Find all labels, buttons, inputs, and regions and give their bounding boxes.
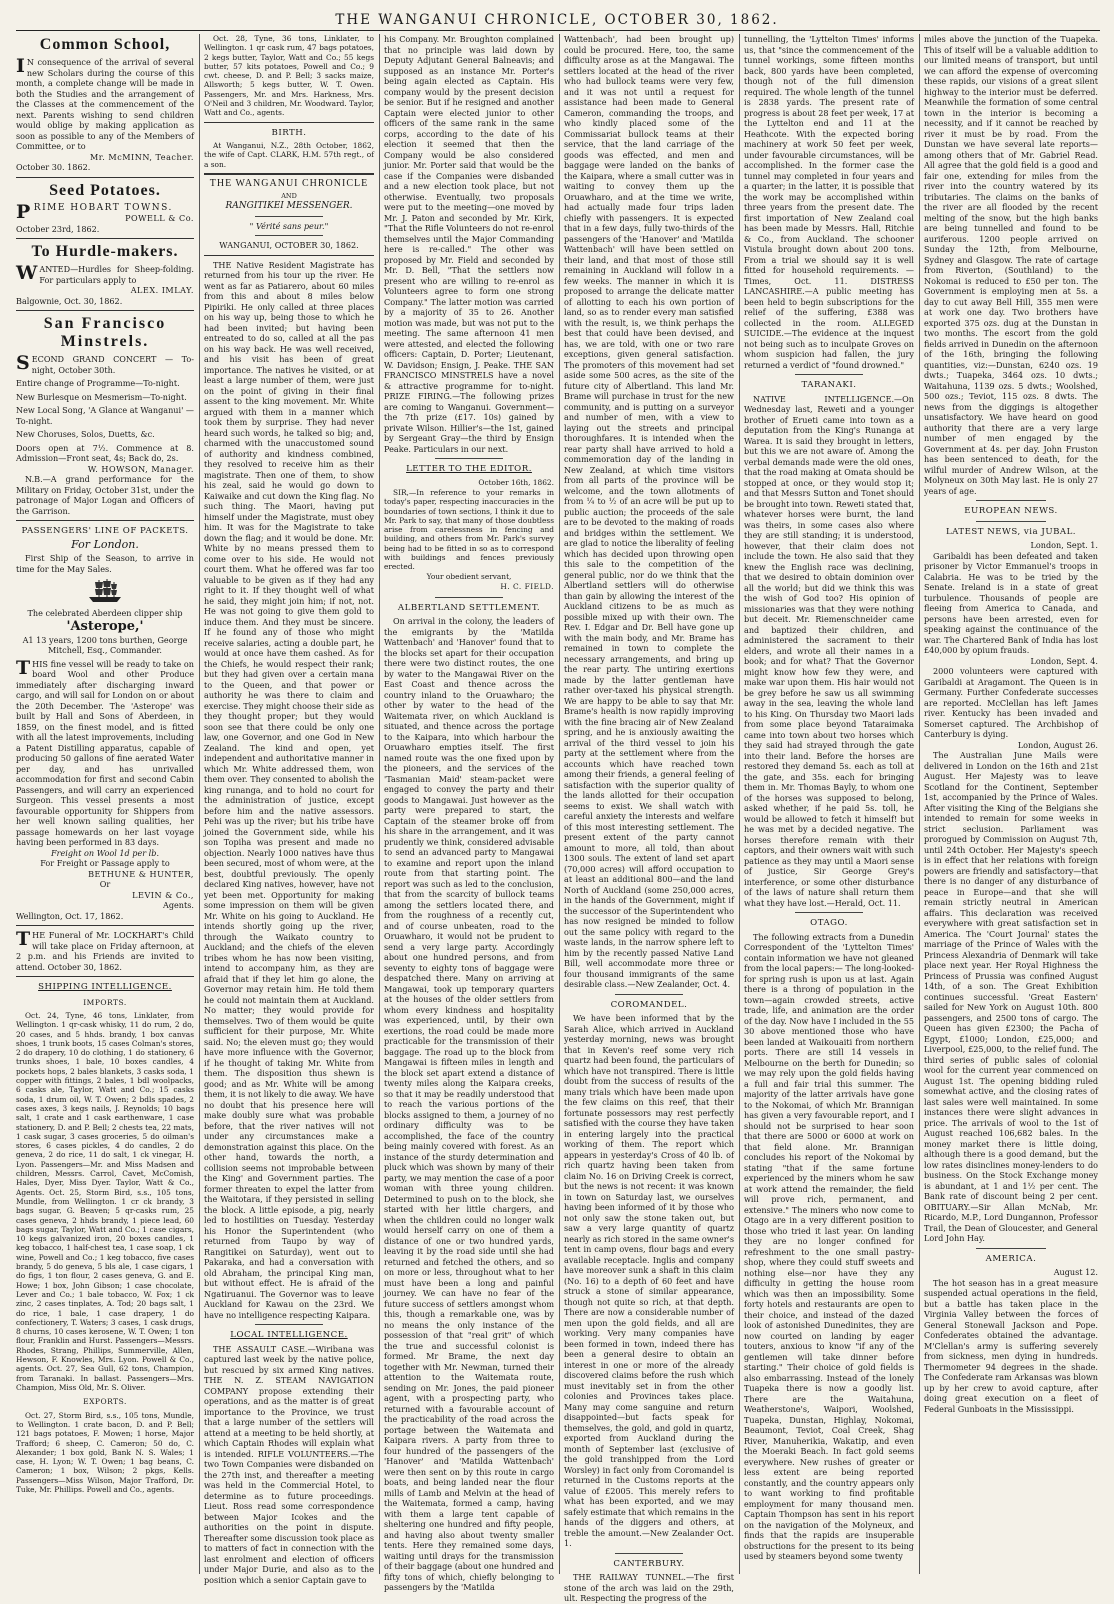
albertland-body: On arrival in the colony, the leaders of the emigrants by the 'Matilda Wattenbach' and 'Hanover' found that to the blocks set apart for their occupation there were two distinct routes, the one by water to the Mangawai River on the East Coast and thence across the country inland to the Oruawharo; the other by water to the head of the Waitemata river, on which Auckland is situated, and thence across the portage to the Kaipara, into which harbour the Oruawharo empties itself. The first named route was the one fixed upon by the pioneers, and the services of the 'Tasmanian Maid' steam-packet were engaged to convey the party and their goods to Mangawai. Just however as the party were prepared to start, the Captain of the steamer broke off from his share in the arrangement, and it was prudently we think, considered advisable to send an advanced party to Mangawai to examine and report upon the inland route from that starting point. The report was such as led to the conclusion, that from the scarcity of bullock teams among the settlers located there, and from the roughness of a recently cut, and of course unbeaten, road to the Oruawharo, it would not be prudent to send a very large party. Accordingly about one hundred persons, and from seventy to eighty tons of baggage were despatched there. Many on arriving at Mangawai, took up temporary quarters at the houses of the older settlers from whom every kindness and hospitality was experienced, until, by their own exertions, the road could be made more practicable for the transmission of their baggage. The road up to the block from Mangawai is fifteen miles in length and the block set apart extend a distance of twenty miles along the Kaipara creeks, so that it may be readily understood that to reach the various portions of the blocks assigned to them, a journey of no ordinary difficulty was to be accomplished, the face of the country being mainly covered with forest. As an instance of the sturdy determination and pluck which was shown by many of their party, we may mention the case of a poor woman with three young children. Determined to push on to the block, she started with her little chargers, and when the children could no longer walk would herself carry on one of them a distance of one or two hundred yards, leaving it by the road side until she had returned and fetched the others, and so on more or less, throughout what to her must have been a long and painful journey. We can have no fear of the future success of settlers amongst whom this, though a remarkable one, was by no means the only instance of the possession of that "real grit" of which the true and successful colonist is formed. Mr Brame, the next day together with Mr. Newman, turned their attention to the Waitemata route, sending on Mr. Jones, the paid pioneer agent, with a prospecting party, who returned with a favourable account of the practicability of the road across the portage between the Waitemata and Kaipara rivers. A party from three to four hundred of the passengers of the 'Hanover' and 'Matilda Wattenbach' were then sent on by this route in cargo boats, and being landed near the flour mills of Lamb and Melvin at the head of the Waitemata, formed a camp, having with them a large tent capable of sheltering one hundred and fifty people, and having also about twenty smaller tents. Here they remained some days, waiting until drays for the transmission of their baggage (about one hundred and fifty tons of which, chiefly belonging to passengers by the 'Matilda — [384, 616, 554, 1593]
agents-label: Agents. — [162, 900, 194, 910]
ship-icon — [85, 577, 125, 605]
news-dateline: London, Sept. 1. — [1030, 540, 1098, 550]
news-dateline: London, August 26. — [1017, 739, 1098, 750]
letter-body: SIR,—In reference to your remarks in today's paper, respecting inaccuracies in the boundaries of town sections, I think it due to Mr. Park to say, that many of those doubtless arise from carelessness in fencing and building, and others from Mr. Park's survey being had to be fitted in so as to correspond with buildings and fences previously erected. — [384, 488, 554, 572]
exports-header: EXPORTS. — [83, 1397, 127, 1407]
column-separator — [559, 34, 560, 1574]
school-ad-date: October 30. 1862. — [16, 162, 91, 172]
taranaki-body: NATIVE INTELLIGENCE.—On Wednesday last, Reweti and a younger brother of Erueti came into town as a deputation from the King's Runanga at Warea. It is said they brought in letters, but this we are not aware of. Among the verbal demands made were the old ones, that the road making at Omata should be stopped at once, or they would stop it; and that Messrs Sutton and Tonet should be brought into town. Reweti stated that, whatever horses were burnt, the land was theirs, in some cases also where they are still standing; it is understood, however, that their claim does not include the town. He also said that they knew the English race was declining, that we desired to obtain dominion over all the world; but did we think this was the wish of God too? His opinion of missionaries was that they were nothing but deceit. Mr. Riemenschneider came and baptized their children, and administered the sacrament to their elders, and wrote all their names in a book; and for what? That the Governor might know how few they were, and make war upon them. His hair would not be grey before he saw us all swimming away in the sea, leaving the whole land to his King. On Thursday two Maori lads from some place beyond Tataraimaka came into town about two horses which they said had strayed through the gate into their land. Before the horses are restored they demand 5s. each as toll at the gate, and 35s. each for bringing them in. Mr. Thomas Bayly, to whom one of the horses was supposed to belong, asked whether, if he paid 5s. toll, he would be allowed to fetch it himself! but he was met by a decided negative. The horses therefore remain with their captors, and their owners wait with such patience as they may until a Maori sense of justice, Sir George Grey's interference, or some other disturbance of the laws of nature shall return them what they have lost.—Herald, Oct. 11. — [744, 393, 914, 908]
canterbury-body: THE RAILWAY TUNNEL.—The first stone of the arch was laid on the 29th, ult. Respecting the progress of the — [564, 1572, 734, 1603]
divider — [435, 458, 503, 459]
seed-ad-title: Seed Potatoes. — [49, 181, 161, 199]
local-intelligence-header: LOCAL INTELLIGENCE. — [230, 1330, 348, 1341]
seed-ad-signature: POWELL & Co. — [125, 213, 194, 223]
for-london: For London. — [71, 537, 139, 551]
imports-body: Oct. 24, Tyne, 46 tons, Linklater, from Wellington. 1 qr-cask whisky, 11 do rum, 2 do, 20 cases, and 5 hhds. brandy, 1 box canvas shoes, 1 trunk boots, 15 cases Colman's stores, 2 do drapery, 10 do clothing, 1 do stationery, 6 trunks shoes, 1 bale, 10 boxes candles, 4 pockets hops, 2 bales blankets, 3 casks soda, 1 copper with fittings, 2 bales, 1 bdl woolpacks, 6 casks ale, Taylor, Watt and Co.; 15 casks soda, 1 drum oil, W. T. Owen; 2 bdls spades, 2 cases axes, 3 kegs nails, J. Reynolds; 10 bags salt, 1 crate and 1 cask earthenware, 1 case stationery, D. and P. Bell; 2 chests tea, 22 mats, 1 cask sugar, 3 cases groceries, 5 do oilman's stores, 6 cases pickles, 4 do candles, 2 do geneva, 2 do rice, 11 do salt, 1 ck vinegar, H. Lyon. Passengers—Mr. and Miss Madsen and children, Messrs. Carrol, Cavet, McComish, Hales, Dyer, Miss Dyer. Taylor, Watt & Co., Agents. Oct. 25, Storm Bird, s.s., 105 tons, Mundle, from Wellington. 1 cr ck brandy, 3 bags sugar, G. Beaven; 5 qr-casks rum, 25 cases geneva, 2 hhds brandy, 1 piece lead, 60 bags sugar, Taylor, Watt and Co.; 1 case cigars, 10 kegs galvanized iron, 20 boxes candles, 1 keg tobacco, 1 half-chest tea, 1 case soap, 1 ck wine, Powell and Co.; 1 keg tobacco, five cases brandy, 5 do geneva, 5 bls ale, 1 case cigars, 1 do figs, 1 ton flour, 2 cases geneva, G. and E. Howe; 1 box, John Gibson; 1 case chocolate, Lever and Co.; 1 bale tobacco, W. Fox; 1 ck zinc, 2 cases tinplates, A. Tod; 20 bags salt, 1 do rice, 1 bale, 1 case drapery, 1 do confectionery, T. Waters; 3 cases, 1 cask drugs, 8 churns, 10 cases kerosene, W. T. Owen; 1 ton flour, Franklin and Hurst. Passengers—Messrs. Rhodes, Strang, Phillips, Summerville, Allen, Hewson, F. Knowles, Mrs. Lyon. Powell & Co., agents. Oct. 27, Sea Gull, 62 tons, Champion, from Taranaki. In ballast. Passengers—Mrs. Champion, Miss Old, Mr. S. Oliver. — [16, 1011, 194, 1392]
albertland-continued: Wattenbach', had been brought up) could be procured. Here, too, the same difficulty arose as at the Mangawai. The settlers located at the head of the river who had bullock teams were very few, and it was not until a request for assistance had been made to General Cameron, commanding the troops, and who kindly placed some of the Commissariat bullock teams at their service, that the land carriage of the goods was effected, and men and baggage were landed on the banks of the Kaipara, where a small cutter was in waiting to convey them up the Oruawharo, and at the time we write, had actually made four trips laden chiefly with passengers. It is expected that in a few days, fully two-thirds of the passengers of the 'Hanover' and 'Matilda Wattenbach' will have been settled on their land, and that most of those still remaining in Auckland will follow in a few weeks. The manner in which it is proposed to arrange the delicate matter of allotting to each his own portion of land, so as to render every man satisfied with the result, is, we think perhaps the best that could have been devised, and has, we are told, with one or two rare exceptions, given general satisfaction. The promoters of this movement had set aside some 500 acres, as the site of the future city of Albertland. This land Mr. Brame will purchase in trust for the new community, and is putting on a surveyor and number of men, with a view to laying out the streets and principal thoroughfares. It is intended when the rear party shall have arrived to hold a commemoration day of the landing in New Zealand, at which time visitors from all parts of the province will be welcome, and the town allotments of from ¼ to ½ of an acre will be put up to public auction; the proceeds of the sale are to be devoted to the making of roads and bridges within the settlement. We are glad to notice the liberality of feeling which has decided upon throwing open this sale to the competition of the general public, nor do we think that the Albertland settlers will do otherwise than gain by allowing the interest of the Auckland citizens to be as much as possible mixed up with their own. The Rev. I. Edgar and Dr. Bell have gone up with the main body, and Mr. Brame has remained in town to complete the necessary arrangements, and bring up the rear party. The untiring exertions made by the latter gentleman have rather over-taxed his physical strength. We are happy to be able to say that Mr. Brame's health is now rapidly improving with the fine bracing air of New Zealand spring, and he is anxiously awaiting the arrival of the third vessel to join his party at the settlement where from the accounts which have reached town among their friends, a general feeling of satisfaction with the superior quality of the lands allotted for their occupation seems to exist. We shall watch with careful anxiety the interests and welfare of this most interesting settlement. The present extent of the party cannot amount to more, all told, than about 1300 souls. The extent of land set apart (70,000 acres) will afford occupation to at least an additional 800—and the land North of Auckland (some 250,000 acres, in the hands of the Government, might if the successor of the Superintendent who has now resigned be minded to follow out the same policy with regard to the waste lands, in the narrow sphere left to him by the recently passed Native Land Bill, well accommodate more three or four thousand immigrants of the same desirable class.—New Zealander, Oct. 4. — [564, 34, 734, 989]
letter-date: October 16th, 1862. — [478, 477, 554, 487]
column-separator — [739, 34, 740, 1574]
divider — [795, 912, 863, 913]
canterbury-header: CANTERBURY. — [613, 1558, 685, 1569]
letter-header: LETTER TO THE EDITOR. — [406, 464, 532, 474]
column-4 — [564, 34, 734, 1603]
birth-header: BIRTH. — [271, 127, 307, 138]
hurdle-ad-date: Balgownie, Oct. 30, 1862. — [16, 295, 123, 306]
local-intelligence-body: THE ASSAULT CASE.—Wiribana was captured last week by the native police, but rescued by six armed King natives. THE N. Z. STEAM NAVIGATION COMPANY propose extending their operations, and as the matter is of great importance to the Province, we trust that a large number of the settlers will attend at a meeting to be held shortly, at which Captain Rhodes will explain what is intended. RIFLE VOLUNTEERS.—The two Town Companies were disbanded on the 27th inst, and thereafter a meeting was held in the Commercial Hotel, to determine as to future proceedings. Lieut. Ross read some correspondence between Major Icokes and the authorities on the point in dispute. Thereafter some discussion took place as to matters of fact in connection with the last enrolment and election of officers under Major Durie, and also as to the position which a senior Captain gave to — [204, 1343, 374, 1585]
news-item: Garibaldi has been defeated and taken prisoner by Victor Emmanuel's troops in Calabria. He was to be tried by the Senate. Ireland is in a state of great turbulence. Thousands of people are fleeing from America to Canada, and persons have been arrested, even for speaking against the continuance of the war. The Chartered Bank of India has lost £40,000 by opium frauds. — [924, 550, 1098, 655]
divider — [435, 597, 503, 598]
masthead-rule — [16, 30, 1100, 31]
divider — [204, 255, 374, 256]
exports-continued: Oct. 28, Tyne, 36 tons, Linklater, to Wellington. 1 qr cask rum, 47 bags potatoes, 2 kegs butter, Taylor, Watt and Co.; 55 kegs butter, 57 kits potatoes, Powell and Co.; 9 cwt. cheese, D. and P. Bell; 3 sacks maize, Allsworth; 5 kegs butter, W. T. Owen. Passengers, Mr. and Mrs. Harkness, Mrs. O'Neil and 3 children, Mr. Woodward. Taylor, Watt and Co., agents. — [204, 34, 374, 118]
packets-line: First Ship of the Season, to arrive in time for the May Sales. — [16, 553, 194, 574]
european-news-header: EUROPEAN NEWS. — [964, 506, 1058, 516]
column-2 — [204, 34, 374, 1585]
hurdle-ad-title: To Hurdle-makers. — [31, 243, 179, 260]
coromandel-header: COROMANDEL. — [610, 999, 688, 1010]
divider — [255, 235, 323, 236]
minstrels-line: Entire change of Programme—To-night. — [16, 378, 180, 388]
minstrels-note: N.B.—A grand performance for the Military on Friday, October 31st, under the patronage of Major Logan and Officers of the Garrison. — [16, 474, 194, 516]
minstrels-line: SECOND GRAND CONCERT — To-night, October 30th. — [16, 352, 194, 375]
divider — [16, 976, 194, 977]
clipper-line: The celebrated Aberdeen clipper ship — [27, 608, 183, 618]
newspaper-motto: " Vérité sans peur." — [249, 220, 329, 231]
minstrels-line: Doors open at 7½. Commence at 8. Admission—Front seat, 4s; Back do, 2s. — [16, 442, 194, 463]
funeral-notice: THE Funeral of Mr. LOCKHART's Child will take place on Friday afternoon, at 2 p.m. and his Friends are invited to attend. October 30, 1862. — [16, 928, 194, 972]
divider — [255, 1324, 323, 1325]
column-1 — [16, 34, 194, 1574]
canterbury-continued: tunnelling, the 'Lyttelton Times' informs us, that "since the commencement of the tunnel workings, some fifteen months back, 800 yards have been completed, though not of the full dimension required. The whole length of the tunnel is 2838 yards. The present rate of progress is about 28 feet per week, 17 at the Lyttelton end and 11 at the Heathcote. With the expected boring machinery at work 50 feet per week, under favourable circumstances, will be accomplished. In the former case the tunnel may completed in four years and a quarter; in the latter, it is possible that the work may be accomplished within three years from the present date. The first importation of New Zealand coal has been made by Messrs. Hall, Ritchie & Co., from Auckland. The schooner Vistula brought down about 200 tons. From a trial we should say it is well fitted for household requirements. —Times, Oct. 11. DISTRESS LANCASHIRE.—A public meeting has been held to begin subscriptions for the relief of the suffering, £388 was collected in the room. ALLEGED SUICIDE.—The evidence at the inquest not being such as to inculpate Groves on whom suspicion had fallen, the jury returned a verdict of "found drowned." — [744, 34, 914, 370]
otago-continued: miles above the junction of the Tuapeka. This of itself will be a valuable addition to our limited means of transport, but until we can afford the expense of overcoming these rapids, our visions of a great silent highway to the interior must be deferred. Meanwhile the formation of some central town in the interior is becoming a necessity, and if it cannot be reached by river it must be by road. From the Dunstan we have several late reports—among others that of Mr. Gabriel Read. All agree that the gold field is a good and fair one, extending for miles from the river into the country watered by its tributaries. The claims on the banks of the river are all flooded by the recent melting of the snow, but the high banks are being tunnelled and found to be auriferous. 1200 people arrived on Sunday the 12th, from Melbourne, Sydney and Glasgow. The rate of cartage from Riverton, (Southland) to the Nokomai is reduced to £50 per ton. The Government is employing men at 5s. a day to cut away Bell Hill, 355 men were at work one day. Two brothers have exported 375 ozs. dug at the Dunstan in two months. The escort from the gold fields arrived in Dunedin on the afternoon of the 16th, bringing the following quantities, viz:—Dunstan, 6240 ozs. 19 dwts.; Tuapeka, 3464 ozs. 10 dwts.; Waitahuna, 1139 ozs. 5 dwts.; Woolshed, 500 ozs.; Teviot, 115 ozs. 8 dwts. The news from the diggings is altogether unsatisfactory. We have heard on good authority that there are a very large number of men engaged by the Government at 4s. per day. John Fruston has been sentenced to death, for the wilful murder of Andrew Wilson, at the Molyneux on 30th May last. He is only 27 years of age. — [924, 34, 1098, 496]
news-item: The hot season has in a great measure suspended actual operations in the field, but a battle has taken place in the Virginia Valley between the forces of General Stonewall Jackson and Pope. Confederates obtained the advantage. M'Clellan's army is suffering severely from sickness, men dying in hundreds. Thermometer 94 degrees in the shade. The Confederate ram Arkansas was blown up by her crew to avoid capture, after doing great execution on a fleet of Federal Gunboats in the Mississippi. — [924, 1277, 1098, 1414]
divider — [16, 177, 194, 178]
agent-name: LEVIN & Co., — [132, 889, 194, 900]
news-item: The Australian June Mails were delivered in London on the 16th and 21st August. Her Majesty was to leave Scotland for the Continent, September 1st, accompanied by the Prince of Wales. After visiting the King of the Belgians she intended to remain for some weeks in strict seclusion. Parliament was prorogued by Commission on August 7th, until 24th October. Her Majesty's speech is in effect that her relations with foreign powers are friendly and satisfactory—that there is no danger of any disturbance of peace in Europe—and that she will remain strictly neutral in American affairs. This declaration was received everywhere with great satisfaction set in America. The 'Court Journal' states the marriage of the Prince of Wales with the Princess Alexandria of Denmark will take place next year. Her Royal Highness the Princess of Prussia was confined August 14th, of a son. The Great Exhibition continues successful. 'Great Eastern' sailed for New York on August 10th. 800 passengers, and 2500 tons of cargo. The Queen has given £2300; the Pacha of Egypt, £1000; London, £25,000; and Liverpool, £25,000, to the relief fund. The third series of public sales of colonial wool for the current year commenced on August 1st. The opening bidding ruled somewhat active, and the closing rates of last sales were well maintained. In some instances there were slight advances in price. The arrivals of wool to the 1st of August reached 106,682 bales. In the money market there is little doing, although there is a good demand, but the low rates disinclines money-lenders to do business. On the Stock Exchange money is abundant, at 1 and 1½ per cent. The Bank rate of discount being 2 per cent. OBITUARY.—Sir Allan McNab, Mr. Ricardo, M.P., Lord Dungannon, Professor Trail, the Dean of Gloucester, and General Lord John Hay. — [924, 750, 1098, 1243]
taranaki-header: TARANAKI. — [801, 380, 857, 390]
ship-body: THIS fine vessel will be ready to take on board Wool and other Produce immediately after discharging inward cargo, and will sail for London on or about the 20th December. The 'Asterope' was built by Hall and Sons of Aberdeen, in 1859, on the finest model, and is fitted with all the latest improvements, including a Patent Distilling apparatus, capable of producing 50 gallons of fine aerated Water per day, and has unrivalled accommodation for first and second Cabin Passengers, and will carry an experienced Surgeon. This vessel presents a most favourable opportunity for Shippers from her well known sailing qualities, her passage homewards on her last voyage having been performed in 83 days. — [16, 656, 194, 847]
divider — [615, 994, 683, 995]
newspaper-title: THE WANGANUI CHRONICLE — [209, 178, 369, 190]
divider — [16, 925, 194, 926]
ship-name: 'Asterope,' — [66, 618, 144, 634]
divider — [16, 310, 194, 311]
divider — [204, 122, 374, 123]
hurdle-ad-body: WANTED—Hurdles for Sheep-folding. For particulars apply to — [16, 262, 194, 285]
masthead: THE WANGANUI CHRONICLE, OCTOBER 30, 1862. — [335, 12, 779, 28]
minstrels-ad-title: San Francisco Minstrels. — [43, 315, 167, 350]
packets-header: PASSENGERS' LINE OF PACKETS. — [21, 526, 189, 536]
minstrels-signature: W. HOWSON, Manager. — [87, 463, 194, 474]
local-intelligence-continued: his Company. Mr. Broughton complained that no principle was laid down by Deputy Adjutant General Balneavis; and supposed as an instance Mr. Porter's being again elected as Captain. His company would by the present decision be senior. But if he resigned and another Captain were elected junior to other officers of the same rank in the same corps, according to the date of his election it seemed that then the Company would be also considered junior. Mr. Porter said that would be the case if the Companies were disbanded and a new election took place, but not otherwise. Eventually, two proposals were put to the meeting—one moved by Mr. J. Paton and seconded by Mr. Kirk, "That the Rifle Volunteers do not re-enrol themselves until the Major Commanding here is re-called." The other was proposed by Mr. Field and seconded by Mr. D. Bell, "That the settlers now present who are willing to re-enrol as Volunteers agree to form one strong Company." The latter motion was carried by a majority of 35 to 26. Another motion was made, but was not put to the meeting. The same afternoon 41 men were attested, and elected the following officers: Captain, D. Porter; Lieutenant, W. Davidson; Ensign, J. Peake. THE SAN FRANCISCO MINSTRELS have a novel & attractive programme for to-night. PRIZE FIRING.—The following prizes are coming to Wanganui. Government—the 7th prize (£17. 10s) gained by private Wilson. Hillier's—the 1st, gained by Sergeant Gray—the third by Ensign Peake. Particulars in our next. — [384, 34, 554, 454]
school-ad-body: IN consequence of the arrival of several new Scholars during the course of this month, a complete change will be made in both the Studies and the arrangement of the Classes at the commencement of the next. Parents wishing to send children would oblige by making application as soon as possible to any of the Members of Committee, or to — [16, 55, 194, 151]
column-5 — [744, 34, 914, 1574]
shipping-header: SHIPPING INTELLIGENCE. — [38, 982, 172, 992]
school-ad-signature: Mr. McMINN, Teacher. — [90, 151, 194, 162]
column-6 — [924, 34, 1098, 1574]
column-separator — [919, 34, 920, 1574]
newspaper-subtitle: RANGITIKEI MESSENGER. — [225, 201, 353, 212]
minstrels-line: New Burlesque on Mesmerism—To-night. — [16, 391, 187, 402]
otago-body: The following extracts from a Dunedin Correspondent of the 'Lyttelton Times' contain information we have not gleaned from the local papers:— The long-looked-for spring rush is upon us at last. Again there is a throng of population in the town—again crowded streets, active trade, life, and animation are the order of the day. Now have I included in the 55 30 above mentioned those who have been landed at Waikouaiti from northern ports. There are still 14 vessels in Melbourne on the berth for Dunedin; so we may rely upon the gold fields having a full and fair trial this summer. The majority of the latter arrivals have gone to the Nokomai, of which Mr. Brannigan has given a very favourable report, and I should not be surprised to hear soon that there are 5000 or 6000 at work on that field alone. Mr. Brannigan concludes his report of the Nokomai by stating "that if the same fortune experienced by the miners whom he saw at work attend the remainder, the field will prove rich, permanent, and extensive." The miners who now come to Otago are in a very different position to those who tried it last year. On landing they are no longer confined for refreshment to the one small pastry-shop, where they could stuff sweets and nothing else—nor have they any difficulty in getting the house room which was then an impossibility. Some forty hotels and restaurants are open to their choice, and instead of the dazed look of astonished Dunedinites, they are now courted on landing by eager touters, anxious to know "if any of the gentlemen will take dinner before starting." Their choice of gold fields is also embarrassing. Instead of the lonely Tuapeka there is now a goodly list. There are the Waitahuna, Weatherstone's, Waipori, Woolshed, Tuapeka, Dunstan, Highlay, Nokomai, Beaumont, Teviot, Coal Creek, Shag River, Manuherikia, Wakatip, and even the Moeraki Beach. In fact gold seems everywhere. New rushes of greater or less extent are being reported constantly, and the country appears only to want working to find profitable employment for many thousand men. Captain Thompson has sent in his report on the navigation of the Molyneux, and finds that the rapids are insuperable obstructions for the present to its being used by steamers beyond some twenty — [744, 931, 914, 1561]
minstrels-line: New Local Song, 'A Glance at Wanganui' —To-night. — [16, 405, 194, 426]
column-separator — [379, 34, 380, 1574]
minstrels-line: New Choruses, Solos, Duetts, &c. — [16, 429, 155, 439]
agent-or: Or — [99, 879, 111, 889]
coromandel-body: We have been informed that by the Sarah Alice, which arrived in Auckland yesterday morning, news was brought that in Keven's reef some very rich quartz had been found, the particulars of which have not transpired. There is little doubt from the success of results of the many trials which have been made upon the few claims on this reef, that their fortunate possessors may rest perfectly satisfied with the course they have taken in entering largely into the practical working of them. The report which appears in yesterday's Cross of 40 lb. of rich quartz having been taken from claim No. 16 on Driving Creek is correct, but the news is not recent: it was known in town on Saturday last, we ourselves having been informed of it by those who not only saw the stone taken out, but saw a very large quantity of quartz nearly as rich stored in the same owner's tent in camp ovens, flour bags and every available receptacle. Inglis and company have moreover sunk a shaft in this claim (No. 16) to a depth of 60 feet and have struck a stone of similar appearance, though not quite so rich, at that depth. There are now a considerable number of men upon the gold fields, and all are working. Very many companies have been formed in town, indeed there has been a general desire to obtain an interest in one or more of the already discovered claims before the rush which must inevitably set in from the other colonies and Provinces takes place. Many may come sanguine and return disappointed—but facts speak for themselves, the gold, and gold in quartz, exported from Auckland during the month of September last (exclusive of the gold transhipped from the Lord Worsley) in fact only from Coromandel is returned in the Customs reports at the value of £2005. This merely refers to what has been exported, and we may safely estimate that which remains in the hands of the diggers and others, at treble the amount.—New Zealander Oct. 1. — [564, 1013, 734, 1548]
divider — [255, 216, 323, 217]
news-dateline: August 12. — [1053, 1267, 1098, 1277]
hurdle-ad-signature: ALEX. IMLAY. — [130, 285, 194, 295]
divider — [16, 238, 194, 239]
letter-close: Your obedient servant, — [426, 571, 512, 581]
divider — [204, 173, 374, 175]
column-separator — [199, 34, 200, 1574]
latest-news-header: LATEST NEWS, via JUBAL. — [945, 526, 1077, 537]
seed-ad-date: October 23rd, 1862. — [16, 223, 100, 234]
divider — [976, 500, 1046, 501]
divider — [795, 374, 863, 375]
divider — [615, 1553, 683, 1554]
letter-signature: H. C. FIELD. — [500, 582, 554, 592]
exports-body: Oct. 27, Storm Bird, s.s., 105 tons, Mundle, to Wellington. 1 crate bacon, D. and P. Bell; 121 bags potatoes, F. Mowen; 1 horse, Major Trafford; 6 sheep, C. Cameron; 50 do, C. Alexander; 1 box gold, Bank N. S. Wales; 1 case, H. Lyon; W. T. Owen; 1 bag beans, C. Cameron; 1 box, Wilson; 2 pkgs, Kells. Passengers—Miss Wilson, Major Trafford, Dr. Tuke, Mr. Phillips. Powell and Co., agents. — [16, 1410, 194, 1495]
birth-notice: At Wanganui, N.Z., 28th October, 1862, the wife of Capt. CLARK, H.M. 57th regt., of a son. — [204, 141, 374, 169]
newspaper-and: AND — [281, 191, 297, 200]
freight-line: Freight on Wool 1d per lb. — [50, 847, 160, 858]
school-ad-title: Common School, — [39, 36, 171, 53]
newspaper-dateline: WANGANUI, OCTOBER 30, 1862. — [219, 240, 359, 251]
otago-header: OTAGO. — [810, 918, 848, 928]
imports-header: IMPORTS. — [83, 997, 127, 1007]
news-dateline: London, Sept. 4. — [1030, 655, 1098, 666]
ship-detail: A1 13 years, 1200 tons burthen, George Mitchell, Esq., Commander. — [22, 634, 188, 655]
albertland-header: ALBERTLAND SETTLEMENT. — [397, 602, 541, 613]
news-item: 2000 volunteers were captured with Garibaldi at Aragamont. The Queen is in Germany. Further Confederate successes are reported. McClellan has left James river. Kentucky has been invaded and Somerset captured. The Archbishop of Canterbury is dying. — [924, 666, 1098, 739]
divider — [16, 520, 194, 521]
seed-ad-body: PRIME HOBART TOWNS. — [16, 200, 173, 223]
editorial-article: THE Native Resident Magistrate has returned from his tour up the river. He went as far as Patiarero, about 60 miles from this and about 8 miles below Pipiriki. He only called at three places on his way up, being those to which he had been invited; but having been entreated to do so, called at all the pas on his way back. He was well received, and his visit has been of great importance. The natives he visited, or at least a large number of them, were just on the point of giving in their final assent to the king movement. Mr. White argued with them in a manner which took them by surprise. They had never heard such words, he talked so big; and, charmed with the unaccustomed sound of authority and kindness combined, they resolved to receive him as their magistrate. Then one of them, to show his zeal, said he would go down to Kaiwaike and cut down the King flag. No such thing. The Maori, having put himself under the Magistrate, must obey him. It was for the Magistrate to take down the flag; and it would be done. Mr. White by no means pressed them to come over to his side. He would not court them. What he offered was far too valuable to be given as if they had any right to it. If they thought well of what he said, they might join him; if not, not. He was not going to give them gold to induce them. And they must be sincere. If he found any of those who might receive salaries, acting a double part, he would at once have them cashed. As for the Chiefs, he would respect their rank; but they had given over a certain mana to the Queen, and that power or authority he was there to claim and exercise. They might choose their side as they thought proper; but they would soon see that there could be only one law, one Governor, and one God in New Zealand. The kind and open, yet independent and authoritative manner in which Mr. White addressed them, won them over. They consented to abolish the king runanga, and to hold no court for the administration of justice, except before him and the native assessors. Pehi was up the river; but his tribe have joined the Government side, while his son Topiha was present and made no objection. Nearly 1000 natives have thus been secured, most of whom were, at the best, doubtful previously. The openly declared King natives, however, have not yet been met. Opportunity for making some impression on them will be given Mr. White on his going to Auckland. He intends shortly going up the river, through the Waikato country to Auckland; and the chiefs of the eleven tribes whom he has now been visiting, intend to accompany him, as they are afraid that if they let him go alone, the Governor may retain him. He told them he could not maintain them at Auckland. No matter; they would provide for themselves. Two of them would be quite sufficient for their purpose, Mr. White said. No; the eleven must go; they would have more influence with the Governor, if he thought of taking Mr. White from them. The disposition thus shewn is good; and as Mr. White will be among them, it is not likely to die away. We have no doubt that his presence here will make doubly sure what was probable before, that the river natives will not under any circumstances make a demonstration against this place. On the other hand, towards the north, a collision seems not improbable between the King' and Government parties. The former threaten to expel the latter from the Waitotara, if they persisted in selling the block. A little episode, a pig, nearly led to hostilities on Tuesday. Yesterday his Honor the Superintendent (who returned from Taupo by way of Rangitikei on Saturday), went out to Pakaraka, and had a conversation with old Abraham, the principal King man, but without effect. He is afraid of the Ngatiruanui. The Governor was to leave Auckland for Kawau on the 23rd. We have no intelligence respecting Kaipara. — [204, 259, 374, 1320]
agent-name: BETHUNE & HUNTER, — [88, 868, 194, 879]
ship-date: Wellington, Oct. 17, 1862. — [16, 910, 124, 921]
divider — [976, 1248, 1046, 1249]
divider — [976, 521, 1046, 522]
america-header: AMERICA. — [985, 1253, 1037, 1264]
freight-apply: For Freight or Passage apply to — [40, 858, 170, 868]
column-3 — [384, 34, 554, 1593]
